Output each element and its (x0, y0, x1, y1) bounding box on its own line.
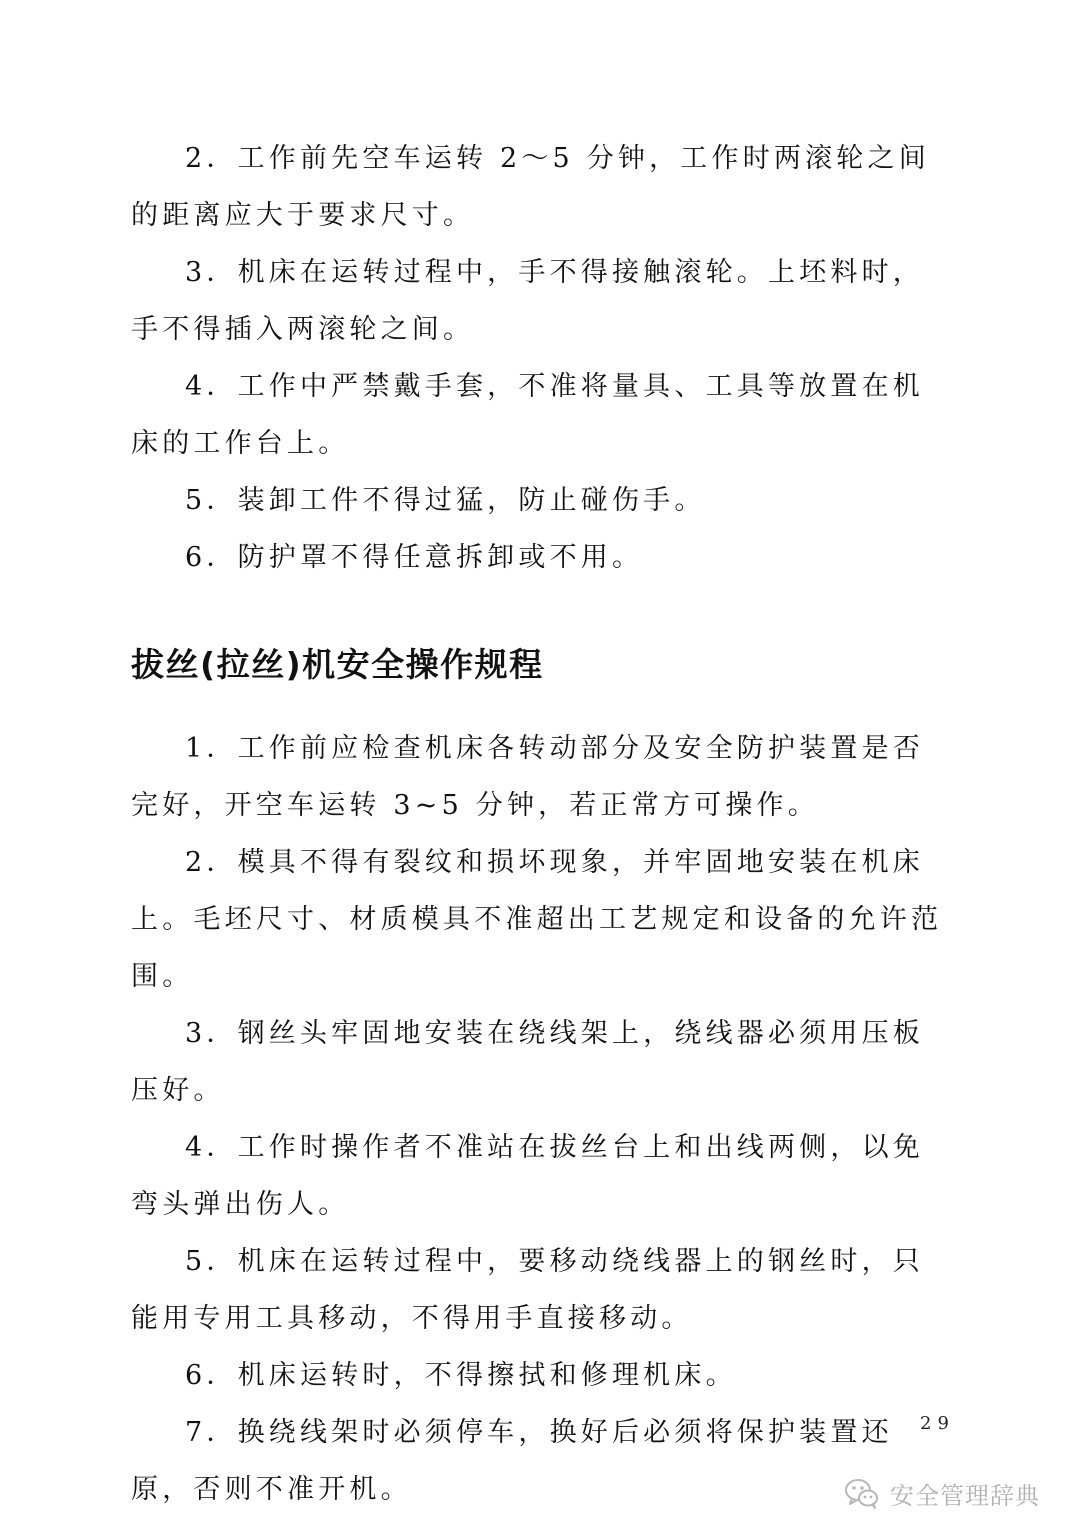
watermark-text: 安全管理辞典 (890, 1481, 1040, 1510)
section-title: 拔丝(拉丝)机安全操作规程 (131, 645, 544, 684)
rule-item-6: 6．防护罩不得任意拆卸或不用。 (185, 542, 644, 573)
wire-rule-item-5: 5．机床在运转过程中，要移动绕线器上的钢丝时，只能用专用工具移动，不得用手直接移动。 (131, 1246, 924, 1334)
wire-rule-item-7: 7．换绕线架时必须停车，换好后必须将保护装置还原，否则不准开机。 (131, 1417, 893, 1505)
wire-rule-item-1: 1．工作前应检查机床各转动部分及安全防护装置是否完好，开空车运转 3~5 分钟，若正常方可操作。 (131, 733, 924, 821)
wire-rule-item-4: 4．工作时操作者不准站在拔丝台上和出线两侧，以免弯头弹出伤人。 (131, 1132, 924, 1220)
wire-drawing-rules-list (131, 720, 953, 1518)
wire-rule-item-6: 6．机床运转时，不得擦拭和修理机床。 (185, 1360, 737, 1391)
rule-item-3: 3．机床在运转过程中，手不得接触滚轮。上坯料时，手不得插入两滚轮之间。 (131, 257, 924, 345)
account-watermark (842, 1471, 1040, 1515)
rule-item-5: 5．装卸工件不得过猛，防止碰伤手。 (185, 485, 706, 516)
wechat-icon (842, 1473, 882, 1513)
page-number: 29 (920, 1413, 955, 1434)
rule-item-2: 2．工作前先空车运转 2～5 分钟，工作时两滚轮之间的距离应大于要求尺寸。 (131, 143, 930, 231)
wire-rule-item-3: 3．钢丝头牢固地安装在绕线架上，绕线器必须用压板压好。 (131, 1018, 924, 1106)
previous-rules-list (131, 130, 953, 586)
rule-item-4: 4．工作中严禁戴手套，不准将量具、工具等放置在机床的工作台上。 (131, 371, 924, 459)
wire-rule-item-2: 2．模具不得有裂纹和损坏现象，并牢固地安装在机床上。毛坯尺寸、材质模具不准超出工艺规定和设备的允许范围。 (131, 847, 943, 992)
